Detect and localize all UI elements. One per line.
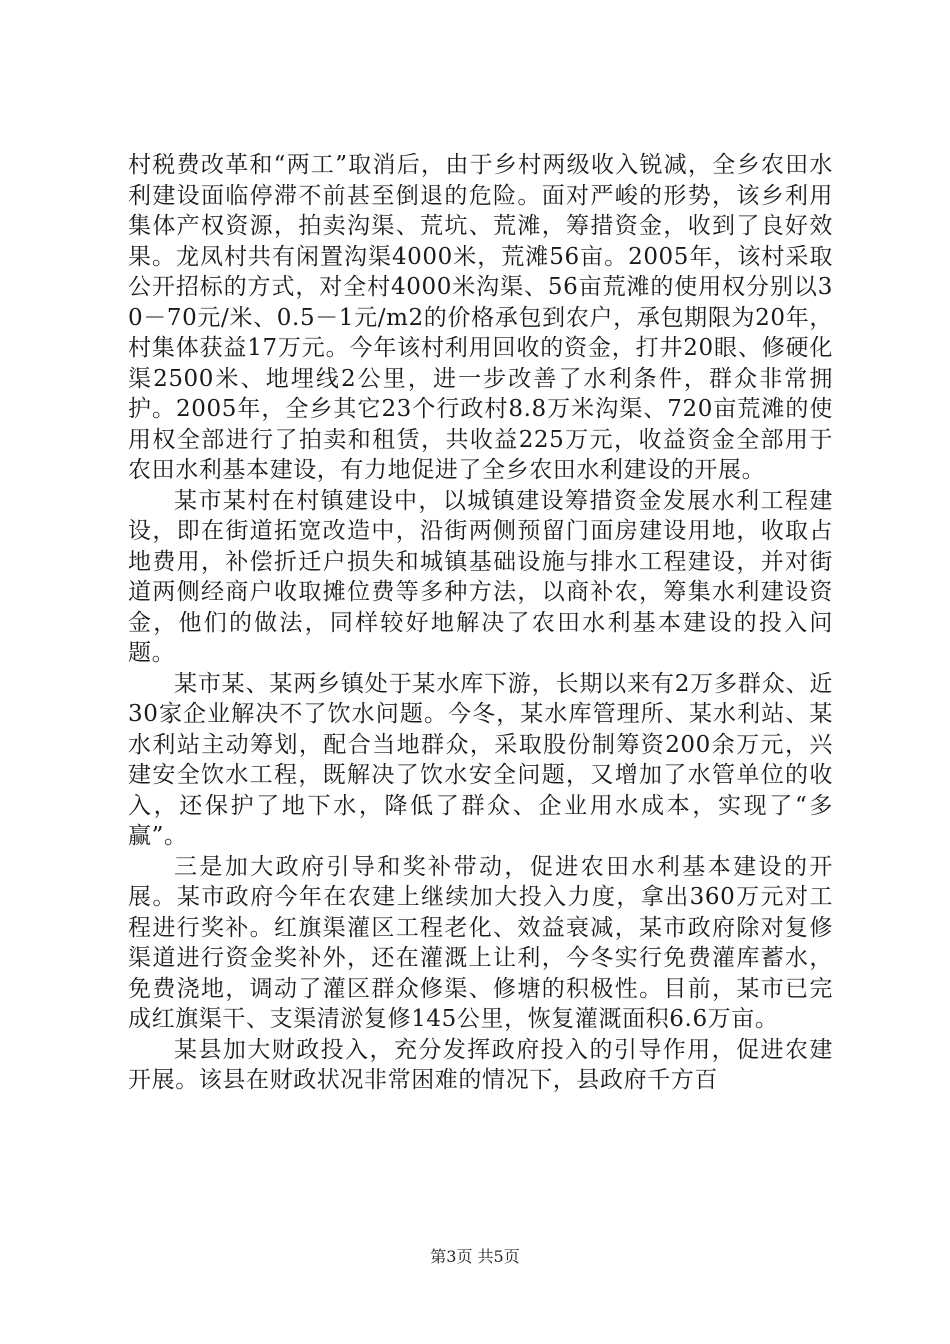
paragraph-3: 某市某、某两乡镇处于某水库下游，长期以来有2万多群众、近30家企业解决不了饮水问题。今冬，某水库管理所、某水利站、某水利站主动筹划，配合当地群众，采取股份制筹资200余万元，兴建安全饮水工程，既解决了饮水安全问题，又增加了水管单位的收入，还保护了地下水，降低了群众、企业用水成本，实现了“多赢”。 bbox=[128, 670, 833, 849]
paragraph-1: 村税费改革和“两工”取消后，由于乡村两级收入锐减，全乡农田水利建设面临停滞不前甚至倒退的危险。面对严峻的形势，该乡利用集体产权资源，拍卖沟渠、荒坑、荒滩，筹措资金，收到了良好效果。龙凤村共有闲置沟渠4000米，荒滩56亩。2005年，该村采取公开招标的方式，对全村4000米沟渠、56亩荒滩的使用权分别以30－70元/米、0.5－1元/m2的价格承包到农户，承包期限为20年，村集体获益17万元。今年该村利用回收的资金，打井20眼、修硬化渠2500米、地埋线2公里，进一步改善了水利条件，群众非常拥护。2005年，全乡其它23个行政村8.8万米沟渠、720亩荒滩的使用权全部进行了拍卖和租赁，共收益225万元，收益资金全部用于农田水利基本建设，有力地促进了全乡农田水利建设的开展。 bbox=[128, 152, 833, 483]
paragraph-5: 某县加大财政投入，充分发挥政府投入的引导作用，促进农建开展。该县在财政状况非常困难的情况下，县政府千方百 bbox=[128, 1036, 833, 1093]
page-number-footer: 第3页 共5页 bbox=[430, 1247, 520, 1266]
paragraph-4: 三是加大政府引导和奖补带动，促进农田水利基本建设的开展。某市政府今年在农建上继续加大投入力度，拿出360万元对工程进行奖补。红旗渠灌区工程老化、效益衰减，某市政府除对复修渠道进行资金奖补外，还在灌溉上让利，今冬实行免费灌库蓄水，免费浇地，调动了灌区群众修渠、修塘的积极性。目前，某市已完成红旗渠干、支渠清淤复修145公里，恢复灌溉面积6.6万亩。 bbox=[128, 853, 833, 1032]
document-body bbox=[128, 150, 833, 1096]
paragraph-2: 某市某村在村镇建设中，以城镇建设筹措资金发展水利工程建设，即在街道拓宽改造中，沿街两侧预留门面房建设用地，收取占地费用，补偿折迁户损失和城镇基础设施与排水工程建设，并对街道两侧经商户收取摊位费等多种方法，以商补农，筹集水利建设资金，他们的做法，同样较好地解决了农田水利基本建设的投入问题。 bbox=[128, 487, 833, 666]
